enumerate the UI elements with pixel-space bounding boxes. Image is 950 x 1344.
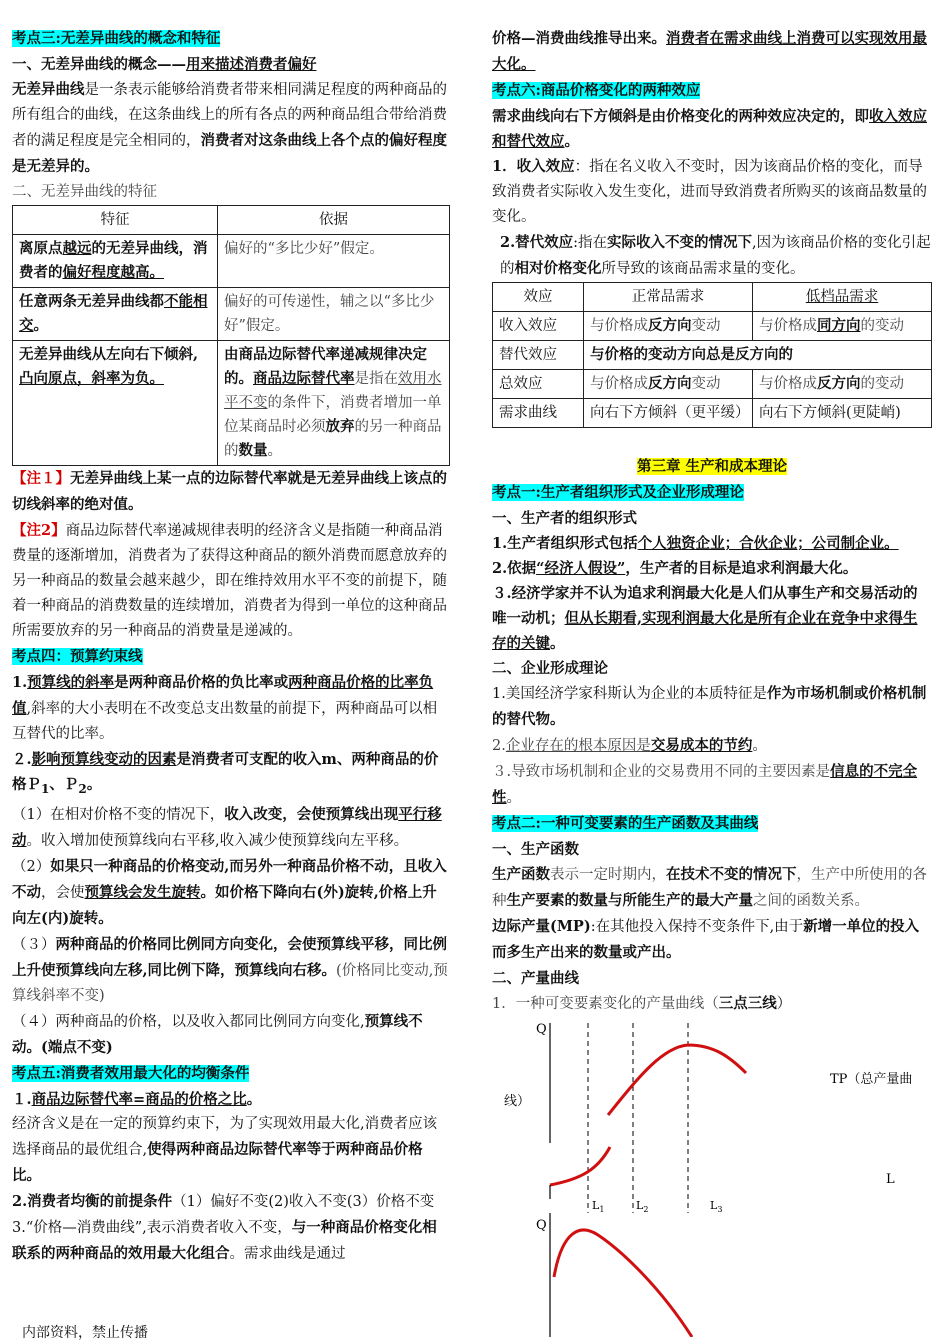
s4-para-4: （2）如果只一种商品的价格变动,而另外一种商品价格不动，且收入不动，会使预算线会发生旋转。如价格下降向右(外)旋转,价格上升向左(内)旋转。: [12, 857, 447, 927]
s5-para-1: １.商品边际替代率=商品的价格之比。: [12, 1090, 262, 1108]
table-header-inferior: 低档品需求: [753, 283, 932, 312]
normal-cell: 向右下方倾斜（更平缓）: [584, 399, 753, 428]
s4-para-1: 1.预算线的斜率是两种商品价格的负比率或两种商品价格的比率负值,斜率的大小表明在不改变总支出数量的前提下，两种商品可以相互替代的比率。: [12, 674, 438, 742]
table-row: [493, 312, 932, 341]
continuation-text: 价格—消费曲线推导出来。消费者在需求曲线上消费可以实现效用最大化。: [492, 30, 927, 73]
section-6-title: 考点六:商品价格变化的两种效应: [492, 82, 701, 99]
k1-para-2: 2.依据“经济人假设”，生产者的目标是追求利润最大化。: [492, 560, 858, 577]
s4-para-5: （３）两种商品的价格同比例同方向变化，会使预算线平移，同比例上升使预算线向左移,同比例下降，预算线向右移。(价格同比变动,预算线斜率不变): [12, 935, 448, 1004]
table-header-basis: 依据: [218, 206, 450, 235]
effect-cell: 需求曲线: [493, 399, 584, 428]
s5-para-4: 3.“价格—消费曲线”,表示消费者收入不变，与一种商品价格变化相联系的两种商品的效用最大化组合。需求曲线是通过: [12, 1218, 437, 1262]
k1-para-5: 2.企业存在的根本原因是交易成本的节约。: [492, 737, 767, 754]
k2-heading-2: 二、产量曲线: [492, 970, 579, 987]
note-1: 【注１】无差异曲线上某一点的边际替代率就是无差异曲线上该点的切线斜率的绝对值。: [12, 470, 447, 513]
q-axis-label-bottom: Q: [536, 1218, 547, 1233]
section-4-title: 考点四：预算约束线: [12, 648, 143, 665]
table-row: [493, 370, 932, 399]
k2-heading-1: 一、生产函数: [492, 841, 579, 858]
k2-title: 考点二:一种可变要素的生产函数及其曲线: [492, 815, 759, 832]
k1-title: 考点一:生产者组织形式及企业形成理论: [492, 484, 744, 501]
section-3-title: 考点三:无差异曲线的概念和特征: [12, 30, 221, 47]
spacer: [492, 428, 932, 454]
tp-label-cont: 线）: [504, 1094, 531, 1109]
k2-para-2: 边际产量(MP):在其他投入保持不变条件下,由于新增一单位的投入而多生产出来的数量或产出。: [492, 918, 920, 961]
production-curve-svg: [492, 1017, 932, 1337]
table-row: [493, 399, 932, 428]
effects-table: [492, 282, 932, 428]
tick-l1: $L_1$: [592, 1199, 605, 1214]
s5-para-2: 经济含义是在一定的预算约束下，为了实现效用最大化,消费者应该选择商品的最优组合,使得两种商品边际替代率等于两种商品价格比。: [12, 1115, 438, 1184]
effect-cell: 总效应: [493, 370, 584, 399]
s3-definition: 无差异曲线是一条表示能够给消费者带来相同满足程度的两种商品的所有组合的曲线，在这条曲线上的所有各点的两种商品组合带给消费者的满足程度是完全相同的，消费者对这条曲线上各个点的偏好程度是无差异的。: [12, 81, 447, 175]
s6-para-2: 1．收入效应：指在名义收入不变时，因为该商品价格的变化，而导致消费者实际收入发生变化，进而导致消费者所购买的该商品数量的变化。: [492, 158, 927, 225]
table-header-effect: 效应: [493, 283, 584, 312]
feature-cell: 离原点越远的无差异曲线，消费者的偏好程度越高。: [13, 235, 218, 288]
tick-l2: $L_2$: [636, 1199, 649, 1214]
q-axis-label-top: Q: [536, 1022, 547, 1037]
table-header-feature: 特征: [13, 206, 218, 235]
inferior-cell: 与价格成反方向的变动: [753, 370, 932, 399]
normal-cell: 与价格成反方向变动: [584, 312, 753, 341]
k1-para-1: 1.生产者组织形式包括个人独资企业；合伙企业；公司制企业。: [492, 535, 899, 552]
inferior-cell: 与价格成同方向的变动: [753, 312, 932, 341]
features-table: [12, 205, 450, 466]
effect-cell: 收入效应: [493, 312, 584, 341]
k1-para-3: ３.经济学家并不认为追求利润最大化是人们从事生产和交易活动的唯一动机；但从长期看,实现利润最大化是所有企业在竞争中求得生存的关键。: [492, 585, 918, 652]
l-axis-label: L: [886, 1172, 895, 1187]
k1-para-6: ３.导致市场机制和企业的交易费用不同的主要因素是信息的不完全性。: [492, 763, 918, 806]
s6-para-1: 需求曲线向右下方倾斜是由价格变化的两种效应决定的，即收入效应和替代效应。: [492, 108, 927, 150]
tp-curve: [608, 1045, 746, 1115]
inferior-cell: 向右下方倾斜(更陡峭): [753, 399, 932, 428]
s6-para-3: 2.替代效应:指在实际收入不变的情况下,因为该商品价格的变化引起的相对价格变化所导致的该商品需求量的变化。: [500, 234, 931, 277]
s3-heading-1: 一、无差异曲线的概念——用来描述消费者偏好: [12, 56, 317, 73]
feature-cell: 任意两条无差异曲线都不能相交。: [13, 288, 218, 341]
chapter-3-title: 第三章 生产和成本理论: [636, 458, 788, 475]
table-header-normal: 正常品需求: [584, 283, 753, 312]
substitution-cell: 与价格的变动方向总是反方向的: [584, 341, 932, 370]
production-curve-diagram: [492, 1017, 932, 1337]
table-row: [13, 341, 450, 466]
tp-curve-lower: [550, 1147, 610, 1185]
s4-para-6: （４）两种商品的价格，以及收入都同比例同方向变化,预算线不动。(端点不变): [12, 1012, 423, 1056]
ap-mp-curve: [554, 1230, 692, 1337]
effect-cell: 替代效应: [493, 341, 584, 370]
s3-heading-2: 二、无差异曲线的特征: [12, 184, 157, 200]
k2-para-3: 1．一种可变要素变化的产量曲线（三点三线）: [492, 995, 792, 1012]
normal-cell: 与价格成反方向变动: [584, 370, 753, 399]
basis-cell: 由商品边际替代率递减规律决定的。商品边际替代率是指在效用水平不变的条件下，消费者增加一单位某商品时必须放弃的另一种商品的数量。: [218, 341, 450, 466]
left-column: [12, 26, 450, 1267]
k1-heading-1: 一、生产者的组织形式: [492, 510, 637, 527]
footer-notice: 内部资料，禁止传播: [22, 1325, 148, 1341]
feature-cell: 无差异曲线从左向右下倾斜,凸向原点，斜率为负。: [13, 341, 218, 466]
s5-para-3: 2.消费者均衡的前提条件（1）偏好不变(2)收入不变(3）价格不变: [12, 1192, 435, 1210]
section-5-title: 考点五:消费者效用最大化的均衡条件: [12, 1064, 250, 1082]
table-row: [13, 288, 450, 341]
k1-para-4: 1.美国经济学家科斯认为企业的本质特征是作为市场机制或价格机制的替代物。: [492, 685, 927, 728]
k2-para-1: 生产函数表示一定时期内，在技术不变的情况下，生产中所使用的各种生产要素的数量与所能生产的最大产量之间的函数关系。: [492, 866, 927, 909]
tick-l3: $L_3$: [710, 1199, 723, 1214]
tp-label: TP（总产量曲: [830, 1072, 913, 1087]
right-column: [492, 26, 932, 1337]
note-2: 【注2】商品边际替代率递减规律表明的经济含义是指随一种商品消费量的逐渐增加，消费者为了获得这种商品的额外消费而愿意放弃的另一种商品的数量会越来越少，即在维持效用水平不变的前提下，随着一种商品的消费数量的连续增加，消费者为得到一单位的这种商品所需要放弃的另一种商品的消费量是递减的。: [12, 522, 447, 639]
basis-cell: 偏好的“多比少好”假定。: [218, 235, 450, 288]
s4-para-2: ２.影响预算线变动的因素是消费者可支配的收入m、两种商品的价格Ｐ$_1$、Ｐ$_2$。: [12, 751, 439, 796]
basis-cell: 偏好的可传递性，辅之以“多比少好”假定。: [218, 288, 450, 341]
k1-heading-2: 二、企业形成理论: [492, 660, 608, 677]
table-row: [493, 341, 932, 370]
table-row: [13, 235, 450, 288]
s4-para-3: （1）在相对价格不变的情况下，收入改变，会使预算线出现平行移动。收入增加使预算线向右平移,收入减少使预算线向左平移。: [12, 805, 442, 849]
